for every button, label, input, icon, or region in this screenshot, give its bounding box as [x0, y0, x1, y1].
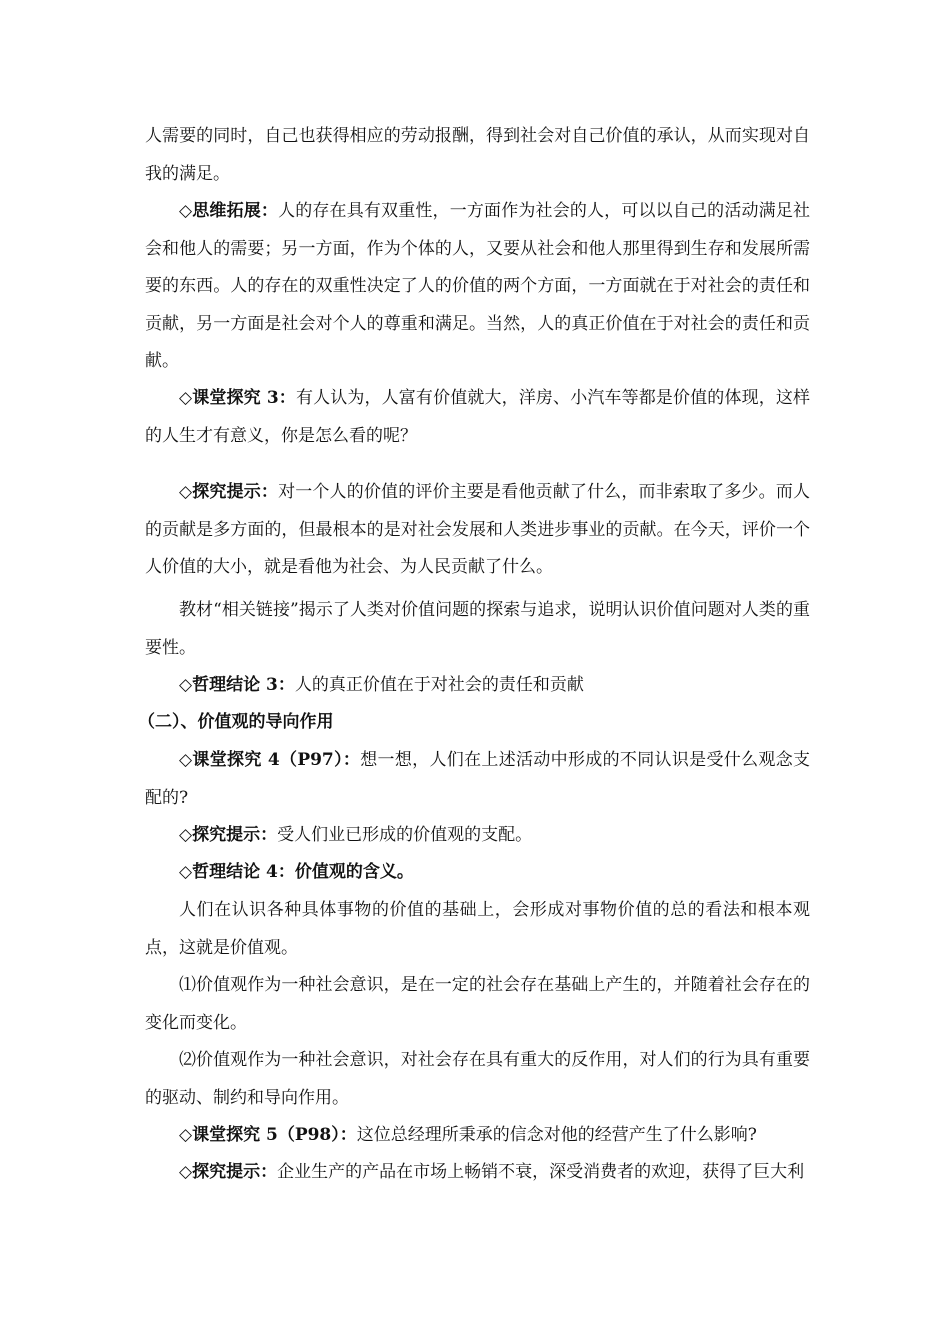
paragraph-inquiry-hint-4 — [145, 817, 810, 855]
paragraph-text: 人们在认识各种具体事物的价值的基础上，会形成对事物价值的总的看法和根本观点，这就是价值观。 — [145, 900, 810, 958]
paragraph-conclusion-3 — [145, 667, 810, 705]
paragraph-thinking-extension — [145, 193, 810, 381]
section-heading-2 — [138, 704, 803, 742]
paragraph-class-inquiry-3 — [145, 380, 810, 455]
paragraph-text: 教材“相关链接”揭示了人类对价值问题的探索与追求，说明认识价值问题对人类的重要性。 — [145, 600, 810, 658]
paragraph-continuation — [145, 118, 810, 193]
paragraph-text: ⑵价值观作为一种社会意识，对社会存在具有重大的反作用，对人们的行为具有重要的驱动、制约和导向作用。 — [145, 1050, 810, 1108]
section-label: ◇哲理结论 4：价值观的含义。 — [179, 862, 414, 882]
paragraph-text: 受人们业已形成的价值观的支配。 — [277, 825, 533, 845]
paragraph-inquiry-hint-3 — [145, 474, 810, 587]
paragraph-text: 人的存在具有双重性，一方面作为社会的人，可以以自己的活动满足社会和他人的需要；另一方面，作为个体的人，又要从社会和他人那里得到生存和发展所需要的东西。人的存在的双重性决定了人的价值的两个方面，一方面就在于对社会的责任和贡献，另一方面是社会对个人的尊重和满足。当然，人的真正价值在于对社会的责任和贡献。 — [145, 201, 810, 371]
section-label: ◇探究提示： — [179, 825, 278, 845]
paragraph-inquiry-hint-5 — [145, 1154, 810, 1192]
paragraph-conclusion-4 — [145, 854, 810, 892]
paragraph-point-1 — [145, 967, 810, 1042]
section-label: ◇课堂探究 3： — [179, 388, 296, 408]
section-label: ◇探究提示： — [179, 1162, 278, 1182]
paragraph-textbook-link — [145, 592, 810, 667]
paragraph-text: 人需要的同时，自己也获得相应的劳动报酬，得到社会对自己价值的承认，从而实现对自我的满足。 — [145, 126, 810, 184]
section-label: ◇课堂探究 4（P97）： — [179, 750, 361, 770]
paragraph-text: ⑴价值观作为一种社会意识，是在一定的社会存在基础上产生的，并随着社会存在的变化而变化。 — [145, 975, 810, 1033]
paragraph-text: 这位总经理所秉承的信念对他的经营产生了什么影响? — [356, 1125, 757, 1145]
section-label: ◇哲理结论 3： — [179, 675, 295, 695]
paragraph-text: 企业生产的产品在市场上畅销不衰，深受消费者的欢迎，获得了巨大利 — [277, 1162, 805, 1182]
paragraph-text: 人的真正价值在于对社会的责任和贡献 — [294, 675, 584, 695]
paragraph-class-inquiry-4 — [145, 742, 810, 817]
paragraph-point-2 — [145, 1042, 810, 1117]
paragraph-class-inquiry-5 — [145, 1117, 810, 1155]
section-heading-text: （二）、价值观的导向作用 — [138, 712, 334, 732]
section-label: ◇探究提示： — [179, 482, 279, 502]
paragraph-text: 对一个人的价值的评价主要是看他贡献了什么，而非索取了多少。而人的贡献是多方面的，但最根本的是对社会发展和人类进步事业的贡献。在今天，评价一个人价值的大小，就是看他为社会、为人民贡献了什么。 — [145, 482, 810, 577]
section-label: ◇思维拓展： — [179, 201, 279, 221]
paragraph-text: 有人认为，人富有价值就大，洋房、小汽车等都是价值的体现，这样的人生才有意义，你是怎么看的呢？ — [145, 388, 811, 446]
paragraph-text: 想一想，人们在上述活动中形成的不同认识是受什么观念支配的? — [145, 750, 811, 808]
paragraph-value-definition — [145, 892, 810, 967]
section-label: ◇课堂探究 5（P98）： — [179, 1125, 357, 1145]
